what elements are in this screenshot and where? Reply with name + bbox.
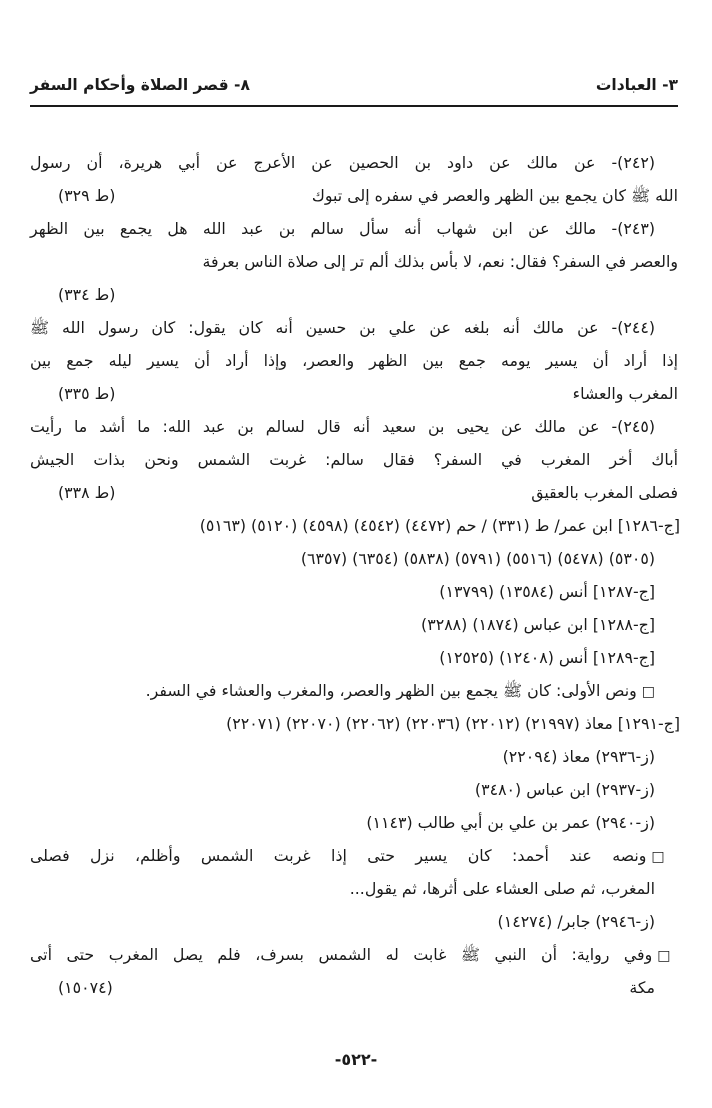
hadith-243-ref: (ط ٣٣٤) (58, 285, 116, 304)
zawaid-2936: (ز-٢٩٣٦) معاذ (٢٢٠٩٤) (502, 747, 655, 766)
header-section: ٨- قصر الصلاة وأحكام السفر (30, 76, 250, 94)
page-body (30, 146, 680, 1004)
hadith-244-text: المغرب والعشاء (572, 384, 678, 403)
note-ahmad-line-1 (30, 839, 680, 872)
hadith-242-text: الله ﷺ كان يجمع بين الظهر والعصر في سفره إلى تبوك (311, 186, 678, 205)
note-first-body: ونص الأولى: كان ﷺ يجمع بين الظهر والعصر، والمغرب والعشاء في السفر. (145, 681, 637, 700)
note-riwaya-line-1 (30, 938, 680, 971)
hadith-244-line-2: إذا أراد أن يسير يومه جمع بين الظهر والعصر، وإذا أراد أن يسير ليله جمع بين (30, 351, 678, 370)
hadith-242-ref: (ط ٣٢٩) (58, 186, 116, 205)
takhrij-1287: [ج-١٢٨٧] أنس (١٣٥٨٤) (١٣٧٩٩) (439, 582, 655, 601)
takhrij-1286-line-2: (٥٣٠٥) (٥٤٧٨) (٥٥١٦) (٥٧٩١) (٥٨٣٨) (٦٣٥٤) (٦٣٥٧) (300, 549, 655, 568)
note-riwaya-line-2 (30, 971, 680, 1004)
zawaid-2937: (ز-٢٩٣٧) ابن عباس (٣٤٨٠) (474, 780, 655, 799)
hadith-243-ref-line (30, 278, 680, 311)
square-bullet-icon: □ (651, 849, 680, 865)
zawaid-2946: (ز-٢٩٤٦) جابر/ (١٤٢٧٤) (497, 912, 655, 931)
hadith-245-text: فصلى المغرب بالعقيق (531, 483, 678, 502)
note-riwaya-end: مكة (629, 978, 655, 997)
hadith-245-ref: (ط ٣٣٨) (58, 483, 116, 502)
note-first-text (30, 674, 680, 707)
running-header (30, 72, 678, 102)
hadith-243-line-1: (٢٤٣)- مالك عن ابن شهاب أنه سأل سالم بن عبد الله هل يجمع بين الظهر (30, 219, 655, 238)
hadith-244-ref: (ط ٣٣٥) (58, 384, 116, 403)
square-bullet-icon: □ (641, 684, 655, 700)
note-ahmad-line-2: المغرب، ثم صلى العشاء على أثرها، ثم يقول... (349, 879, 655, 898)
square-bullet-icon: □ (657, 948, 680, 964)
hadith-244-line-3 (30, 377, 680, 410)
hadith-245-line-3 (30, 476, 680, 509)
takhrij-1288: [ج-١٢٨٨] ابن عباس (١٨٧٤) (٣٢٨٨) (421, 615, 655, 634)
zawaid-2940: (ز-٢٩٤٠) عمر بن علي بن أبي طالب (١١٤٣) (366, 813, 655, 832)
note-ahmad-body: ونصه عند أحمد: كان يسير حتى إذا غربت الشمس وأظلم، نزل فصلى (30, 846, 647, 865)
hadith-242-line-2 (30, 179, 680, 212)
hadith-244-line-1: (٢٤٤)- عن مالك أنه بلغه عن علي بن حسين أنه كان يقول: كان رسول الله ﷺ (30, 318, 655, 337)
note-riwaya-ref: (١٥٠٧٤) (58, 978, 113, 997)
page-number: -٥٢٢- (334, 1050, 378, 1069)
hadith-245-line-1: (٢٤٥)- عن مالك عن يحيى بن سعيد أنه قال لسالم بن عبد الله: ما أشد ما رأيت (30, 417, 655, 436)
hadith-242-line-1: (٢٤٢)- عن مالك عن داود بن الحصين عن الأعرج عن أبي هريرة، أن رسول (30, 153, 655, 172)
takhrij-1286-line-1: [ج-١٢٨٦] ابن عمر/ ط (٣٣١) / حم (٤٤٧٢) (٤٥٤٢) (٤٥٩٨) (٥١٢٠) (٥١٦٣) (199, 516, 680, 535)
hadith-245-line-2: أباك أخر المغرب في السفر؟ فقال سالم: غربت الشمس ونحن بذات الجيش (30, 450, 678, 469)
takhrij-1289: [ج-١٢٨٩] أنس (١٢٤٠٨) (١٢٥٢٥) (439, 648, 655, 667)
hadith-243-line-2: والعصر في السفر؟ فقال: نعم، لا بأس بذلك ألم تر إلى صلاة الناس بعرفة (202, 252, 678, 271)
note-riwaya-body: وفي رواية: أن النبي ﷺ غابت له الشمس بسرف، فلم يصل المغرب حتى أتى (30, 945, 653, 964)
header-chapter: ٣- العبادات (595, 76, 678, 94)
header-rule (30, 105, 678, 107)
takhrij-1291: [ج-١٢٩١] معاذ (٢١٩٩٧) (٢٢٠١٢) (٢٢٠٣٦) (٢٢٠٦٢) (٢٢٠٧٠) (٢٢٠٧١) (226, 714, 680, 733)
